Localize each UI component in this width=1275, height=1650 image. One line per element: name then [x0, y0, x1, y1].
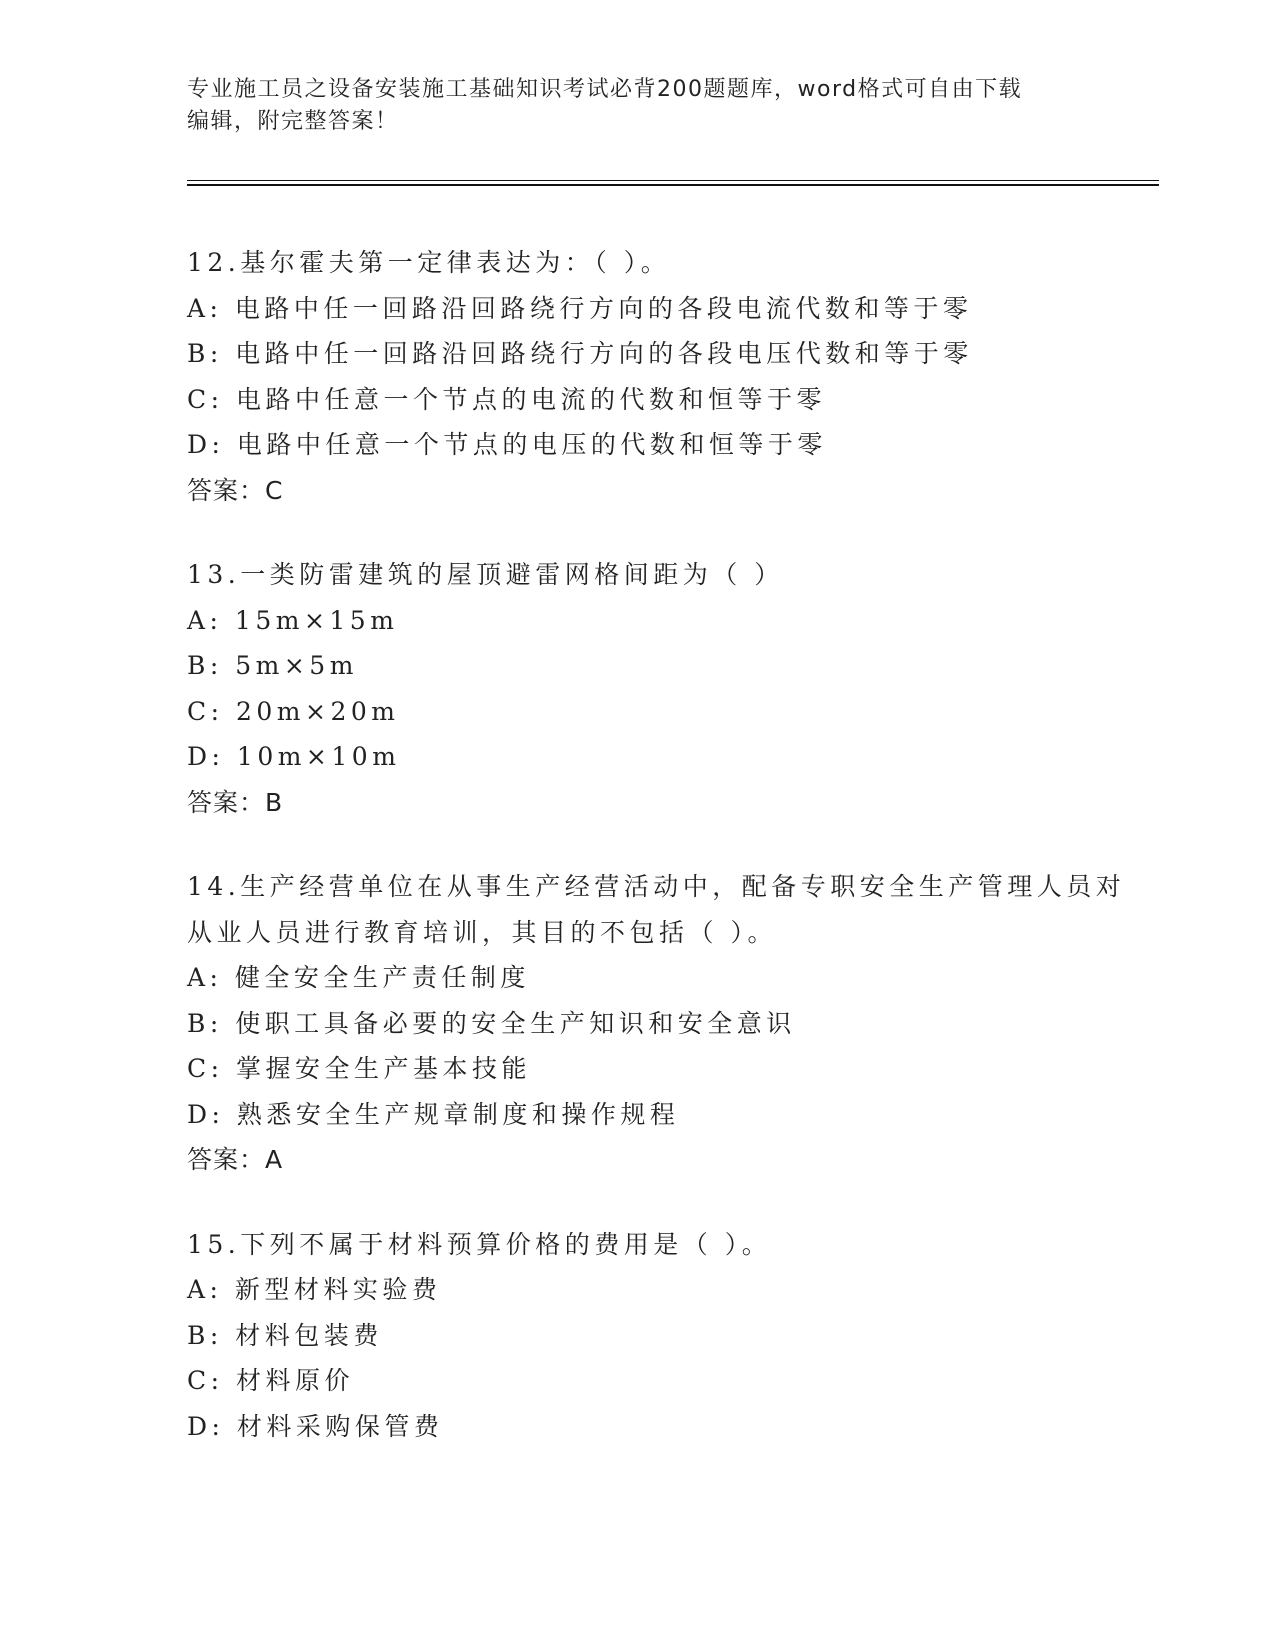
- question-14: [187, 864, 1147, 1183]
- option-c: C: 20m×20m: [187, 696, 400, 726]
- option-d: D: 电路中任意一个节点的电压的代数和恒等于零: [187, 430, 827, 459]
- question-15: [187, 1222, 1147, 1450]
- option-d: D: 熟悉安全生产规章制度和操作规程: [187, 1099, 680, 1129]
- question-list: [187, 240, 1147, 1488]
- option-c: C: 掌握安全生产基本技能: [187, 1054, 531, 1083]
- document-header: [187, 74, 1087, 138]
- header-divider-thick: [187, 184, 1159, 186]
- option-b: B: 5m×5m: [187, 651, 358, 680]
- option-a: A: 15m×15m: [187, 605, 399, 635]
- option-b: B: 电路中任一回路沿回路绕行方向的各段电压代数和等于零: [187, 339, 973, 368]
- option-a: A: 电路中任一回路沿回路绕行方向的各段电流代数和等于零: [187, 293, 973, 323]
- question-12: [187, 240, 1147, 513]
- question-stem: 14.生产经营单位在从事生产经营活动中，配备专职安全生产管理人员对从业人员进行教育培训，其目的不包括（ ）。: [187, 872, 1126, 947]
- question-stem: 13.一类防雷建筑的屋顶避雷网格间距为（ ）: [187, 560, 784, 589]
- answer-line: 答案：C: [187, 475, 284, 505]
- question-stem: 12.基尔霍夫第一定律表达为：（ ）。: [187, 248, 671, 277]
- question-13: [187, 552, 1147, 825]
- option-a: A: 健全安全生产责任制度: [187, 963, 530, 992]
- question-stem: 15.下列不属于材料预算价格的费用是（ ）。: [187, 1229, 772, 1259]
- option-a: A: 新型材料实验费: [187, 1275, 442, 1304]
- option-d: D: 材料采购保管费: [187, 1411, 444, 1441]
- option-c: C: 电路中任意一个节点的电流的代数和恒等于零: [187, 384, 826, 414]
- answer-line: 答案：B: [187, 787, 284, 817]
- header-line-2: 编辑，附完整答案！: [187, 109, 399, 134]
- header-divider-thin: [187, 180, 1159, 181]
- option-b: B: 材料包装费: [187, 1320, 383, 1350]
- option-d: D: 10m×10m: [187, 742, 401, 771]
- option-b: B: 使职工具备必要的安全生产知识和安全意识: [187, 1008, 796, 1038]
- header-line-1: 专业施工员之设备安装施工基础知识考试必背200题题库，word格式可自由下载: [187, 77, 1023, 102]
- answer-line: 答案：A: [187, 1145, 284, 1174]
- option-c: C: 材料原价: [187, 1366, 354, 1395]
